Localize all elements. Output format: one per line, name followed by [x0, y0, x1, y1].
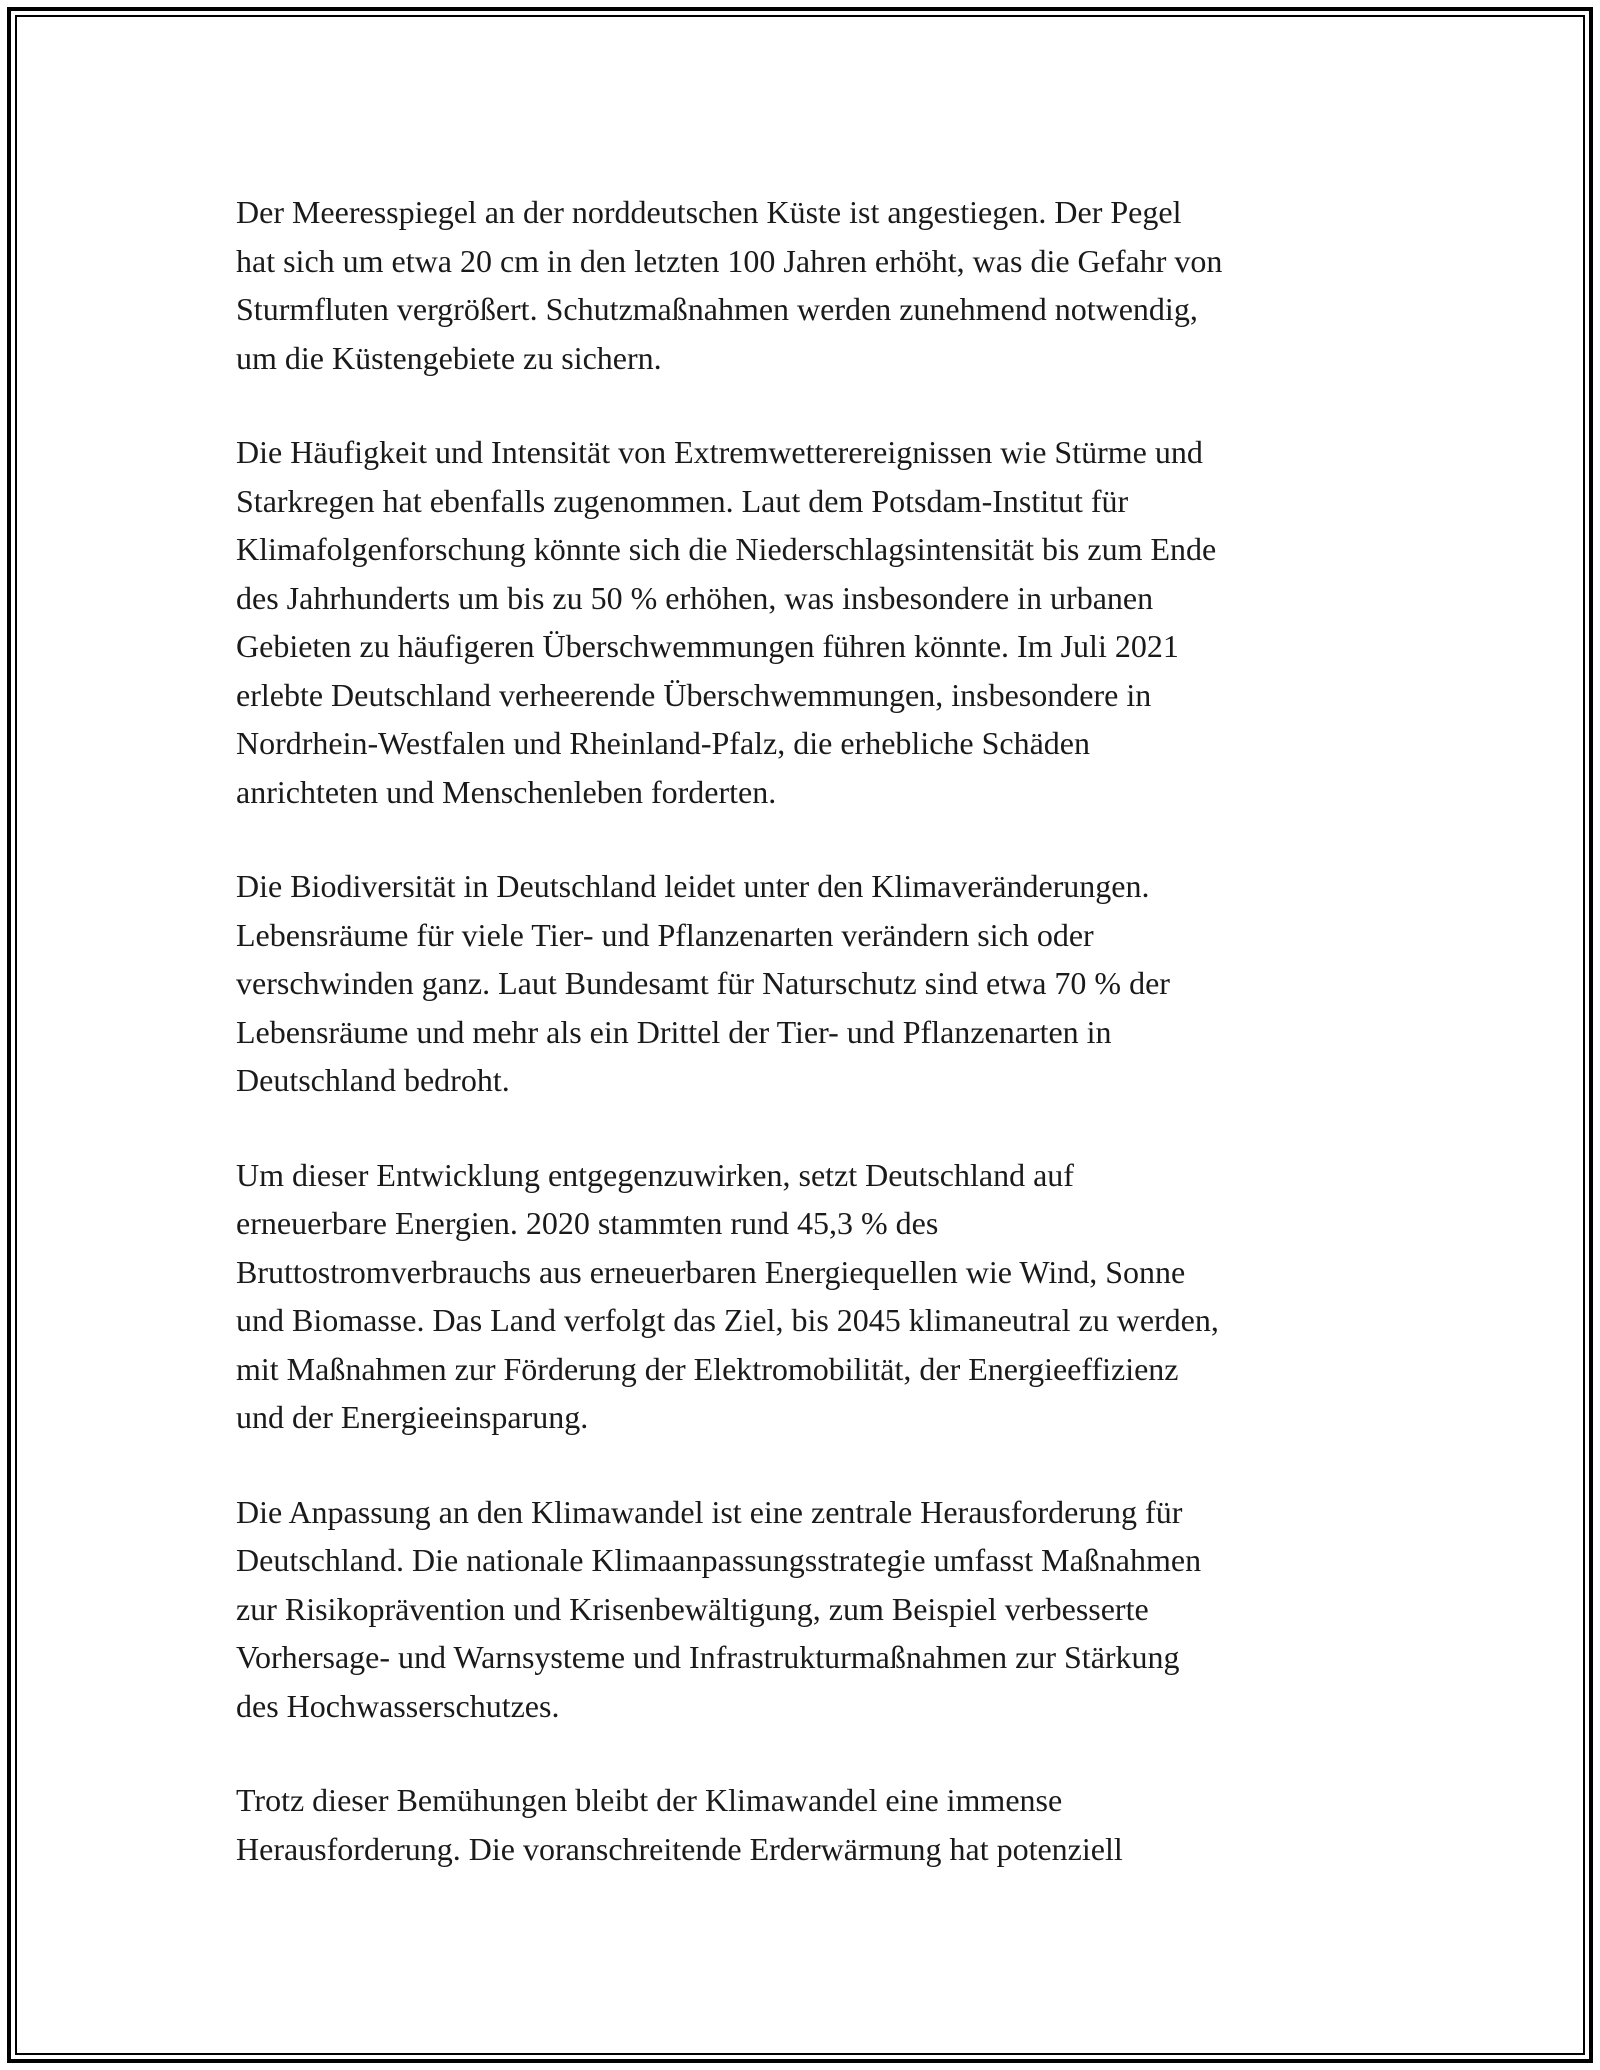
paragraph-extreme-weather: Die Häufigkeit und Intensität von Extremwetterereignissen wie Stürme und Starkregen hat ebenfalls zugenommen. Laut dem Potsdam-Institut für Klimafolgenforschung könnte sich die Niederschlagsintensität bis zum Ende des Jahrhunderts um bis zu 50 % erhöhen, was insbesondere in urbanen Gebieten zu häufigeren Überschwemmungen führen könnte. Im Juli 2021 erlebte Deutschland verheerende Überschwemmungen, insbesondere in Nordrhein-Westfalen und Rheinland-Pfalz, die erhebliche Schäden anrichteten und Menschenleben forderten.	[236, 434, 1217, 810]
paragraph-climate-adaptation: Die Anpassung an den Klimawandel ist eine zentrale Herausforderung für Deutschland. Die nationale Klimaanpassungsstrategie umfasst Maßnahmen zur Risikoprävention und Krisenbewältigung, zum Beispiel verbesserte Vorhersage- und Warnsysteme und Infrastrukturmaßnahmen zur Stärkung des Hochwasserschutzes.	[236, 1493, 1202, 1724]
paragraph-biodiversity: Die Biodiversität in Deutschland leidet unter den Klimaveränderungen. Lebensräume für viele Tier- und Pflanzenarten verändern sich oder verschwinden ganz. Laut Bundesamt für Naturschutz sind etwa 70 % der Lebensräume und mehr als ein Drittel der Tier- und Pflanzenarten in Deutschland bedroht.	[236, 868, 1170, 1098]
paragraph-renewable-energy: Um dieser Entwicklung entgegenzuwirken, setzt Deutschland auf erneuerbare Energien. 2020 stammten rund 45,3 % des Bruttostromverbrauchs aus erneuerbaren Energiequellen wie Wind, Sonne und Biomasse. Das Land verfolgt das Ziel, bis 2045 klimaneutral zu werden, mit Maßnahmen zur Förderung der Elektromobilität, der Energieeffizienz und der Energieeinsparung.	[236, 1156, 1219, 1435]
document-body	[236, 188, 1376, 1919]
paragraph-sea-level: Der Meeresspiegel an der norddeutschen Küste ist angestiegen. Der Pegel hat sich um etwa 20 cm in den letzten 100 Jahren erhöht, was die Gefahr von Sturmfluten vergrößert. Schutzmaßnahmen werden zunehmend notwendig, um die Küstengebiete zu sichern.	[236, 194, 1223, 376]
paragraph-conclusion: Trotz dieser Bemühungen bleibt der Klimawandel eine immense Herausforderung. Die voranschreitende Erderwärmung hat potenziell	[236, 1782, 1123, 1867]
